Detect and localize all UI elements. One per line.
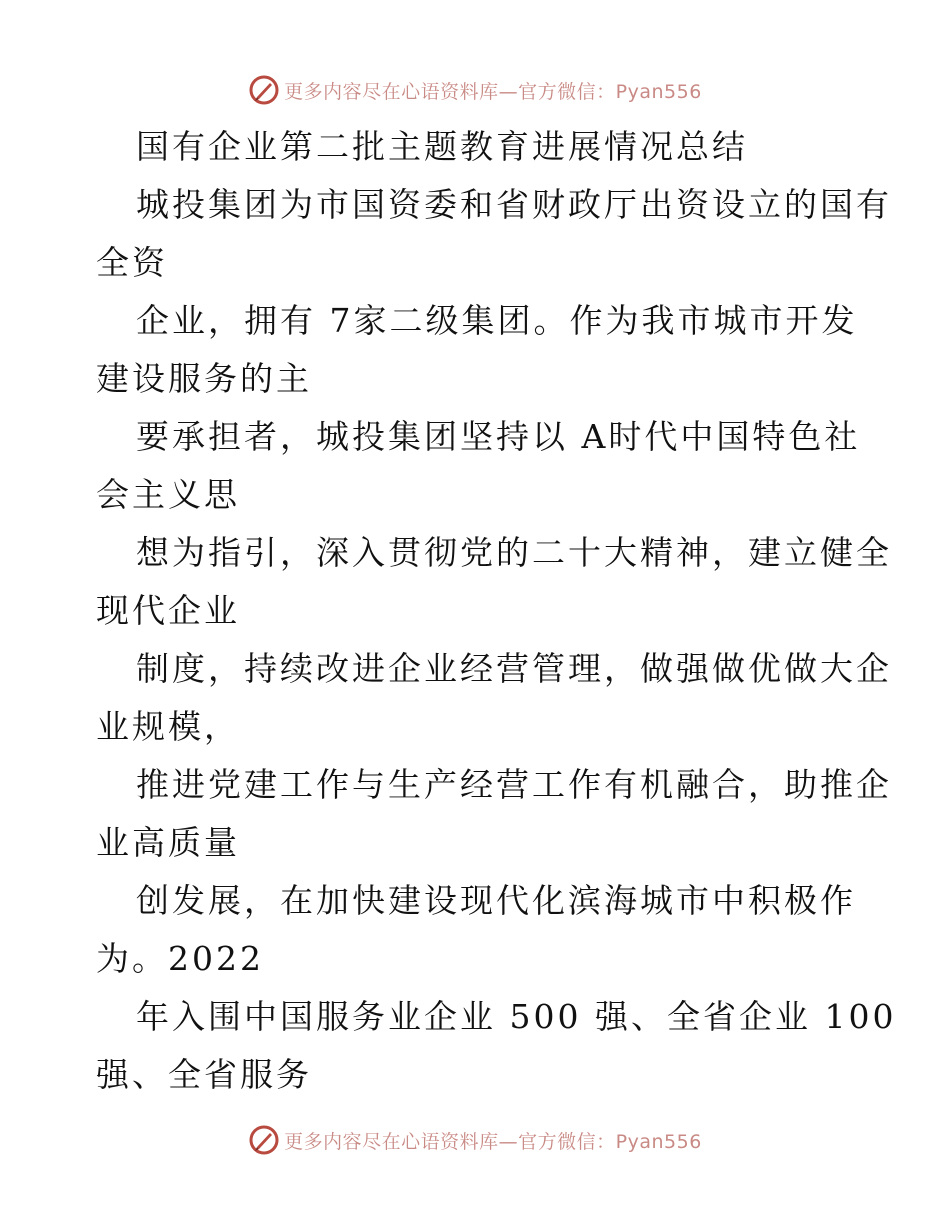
footer-banner-text: 更多内容尽在心语资料库—官方微信：Pyan556 [284, 1130, 702, 1153]
document-line: 国有企业第二批主题教育进展情况总结 [136, 127, 748, 166]
document-line: 企业，拥有 7家二级集团。作为我市城市开发 [136, 301, 858, 340]
document-line: 全资 [96, 243, 168, 282]
document-line: 城投集团为市国资委和省财政厅出资设立的国有 [136, 185, 892, 224]
footer-banner [0, 1120, 950, 1160]
document-line: 想为指引，深入贯彻党的二十大精神，建立健全 [136, 533, 892, 572]
document-line: 创发展，在加快建设现代化滨海城市中积极作 [136, 881, 856, 920]
document-line: 建设服务的主 [96, 359, 312, 398]
document-line: 会主义思 [96, 475, 240, 514]
document-line: 现代企业 [96, 591, 240, 630]
document-line: 要承担者，城投集团坚持以 A时代中国特色社 [136, 417, 861, 456]
document-line: 年入围中国服务业企业 500 强、全省企业 100 [136, 997, 897, 1036]
pen-logo-icon [248, 74, 280, 106]
document-line: 制度，持续改进企业经营管理，做强做优做大企 [136, 649, 892, 688]
pen-logo-icon [248, 1124, 280, 1156]
header-banner-text: 更多内容尽在心语资料库—官方微信：Pyan556 [284, 80, 702, 103]
document-line: 推进党建工作与生产经营工作有机融合，助推企 [136, 765, 892, 804]
document-line: 业高质量 [96, 823, 240, 862]
document-line: 强、全省服务 [96, 1055, 312, 1094]
document-line: 业规模， [96, 707, 240, 746]
document-line: 为。2022 [96, 939, 264, 978]
header-banner [0, 70, 950, 110]
document-body [96, 118, 897, 1104]
